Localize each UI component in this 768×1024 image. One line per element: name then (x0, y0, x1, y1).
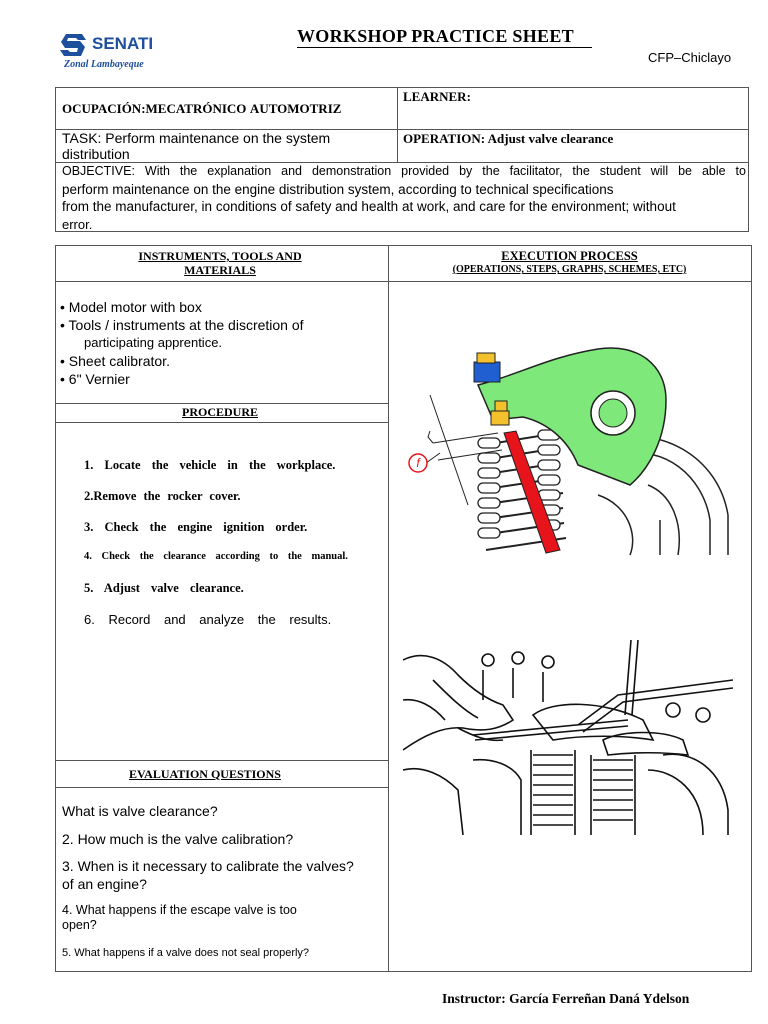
tools-header (90, 249, 350, 277)
location-label: CFP–Chiclayo (648, 50, 732, 65)
occupation: OCUPACIÓN:MECATRÓNICO AUTOMOTRIZ (62, 101, 342, 116)
objective (62, 163, 746, 233)
question: What is valve clearance? (62, 803, 218, 819)
rocker-arm-diagram (398, 345, 738, 560)
procedure-step: 2.Remove the rocker cover. (84, 489, 241, 503)
list-item: participating apprentice. (84, 335, 223, 350)
feeler-gauge-illustration (403, 640, 733, 835)
operation-field (403, 131, 613, 147)
senati-logo (58, 30, 168, 74)
list-item: • 6" Vernier (60, 371, 130, 387)
list-item: • Model motor with box (60, 299, 202, 315)
execution-header (392, 249, 747, 277)
question: 2. How much is the valve calibration? (62, 831, 294, 847)
tools-header-line: MATERIALS (184, 263, 256, 277)
question: 3. When is it necessary to calibrate the valves? (62, 858, 354, 874)
execution-subtitle: (OPERATIONS, STEPS, GRAPHS, SCHEMES, ETC) (452, 264, 687, 275)
learner-label: LEARNER: (403, 89, 471, 104)
evaluation-header: EVALUATION QUESTIONS (129, 767, 281, 781)
task-value: Perform maintenance on the system distribution (62, 130, 331, 162)
tools-header-line: INSTRUMENTS, TOOLS AND (138, 249, 302, 263)
list-item: • Tools / instruments at the discretion of (60, 317, 304, 333)
operation-value: Adjust valve clearance (485, 131, 614, 146)
question: open? (62, 918, 97, 932)
operation-label: OPERATION: (403, 131, 486, 146)
question: 4. What happens if the escape valve is too (62, 903, 297, 917)
list-item: • Sheet calibrator. (60, 353, 170, 369)
logo-brand: SENATI (92, 34, 154, 53)
procedure-step: 4. Check the clearance according to the manual. (84, 551, 348, 562)
row-line (55, 787, 389, 788)
question: of an engine? (62, 876, 147, 892)
row-line (55, 760, 389, 761)
objective-line: error. (62, 216, 93, 232)
task-label: TASK: (62, 130, 102, 146)
logo-zone: Zonal Lambayeque (64, 59, 144, 70)
question: 5. What happens if a valve does not seal properly? (62, 947, 310, 959)
objective-line: OBJECTIVE: With the explanation and demonstration provided by the facilitator, the student will be able to (62, 164, 746, 178)
row-line (55, 422, 389, 423)
procedure-step: 3. Check the engine ignition order. (84, 520, 308, 534)
page-title: WORKSHOP PRACTICE SHEET (297, 25, 592, 48)
execution-title: EXECUTION PROCESS (501, 249, 638, 263)
column-divider (388, 245, 389, 972)
objective-line: from the manufacturer, in conditions of safety and health at work, and care for the environment; without (62, 199, 676, 214)
procedure-step: 6. Record and analyze the results. (84, 612, 332, 627)
procedure-step: 5. Adjust valve clearance. (84, 581, 244, 595)
objective-line: perform maintenance on the engine distribution system, according to technical specifications (62, 181, 614, 197)
instructor-name: Instructor: García Ferreñan Daná Ydelson (442, 991, 690, 1006)
senati-s-icon (58, 32, 88, 58)
row-line (55, 281, 752, 282)
procedure-header: PROCEDURE (181, 405, 258, 419)
task-field (62, 130, 392, 162)
row-line (55, 403, 389, 404)
diagram-label: f (416, 456, 420, 470)
procedure-step: 1. Locate the vehicle in the workplace. (84, 458, 336, 472)
tools-list (60, 298, 304, 388)
info-divider (397, 87, 398, 163)
